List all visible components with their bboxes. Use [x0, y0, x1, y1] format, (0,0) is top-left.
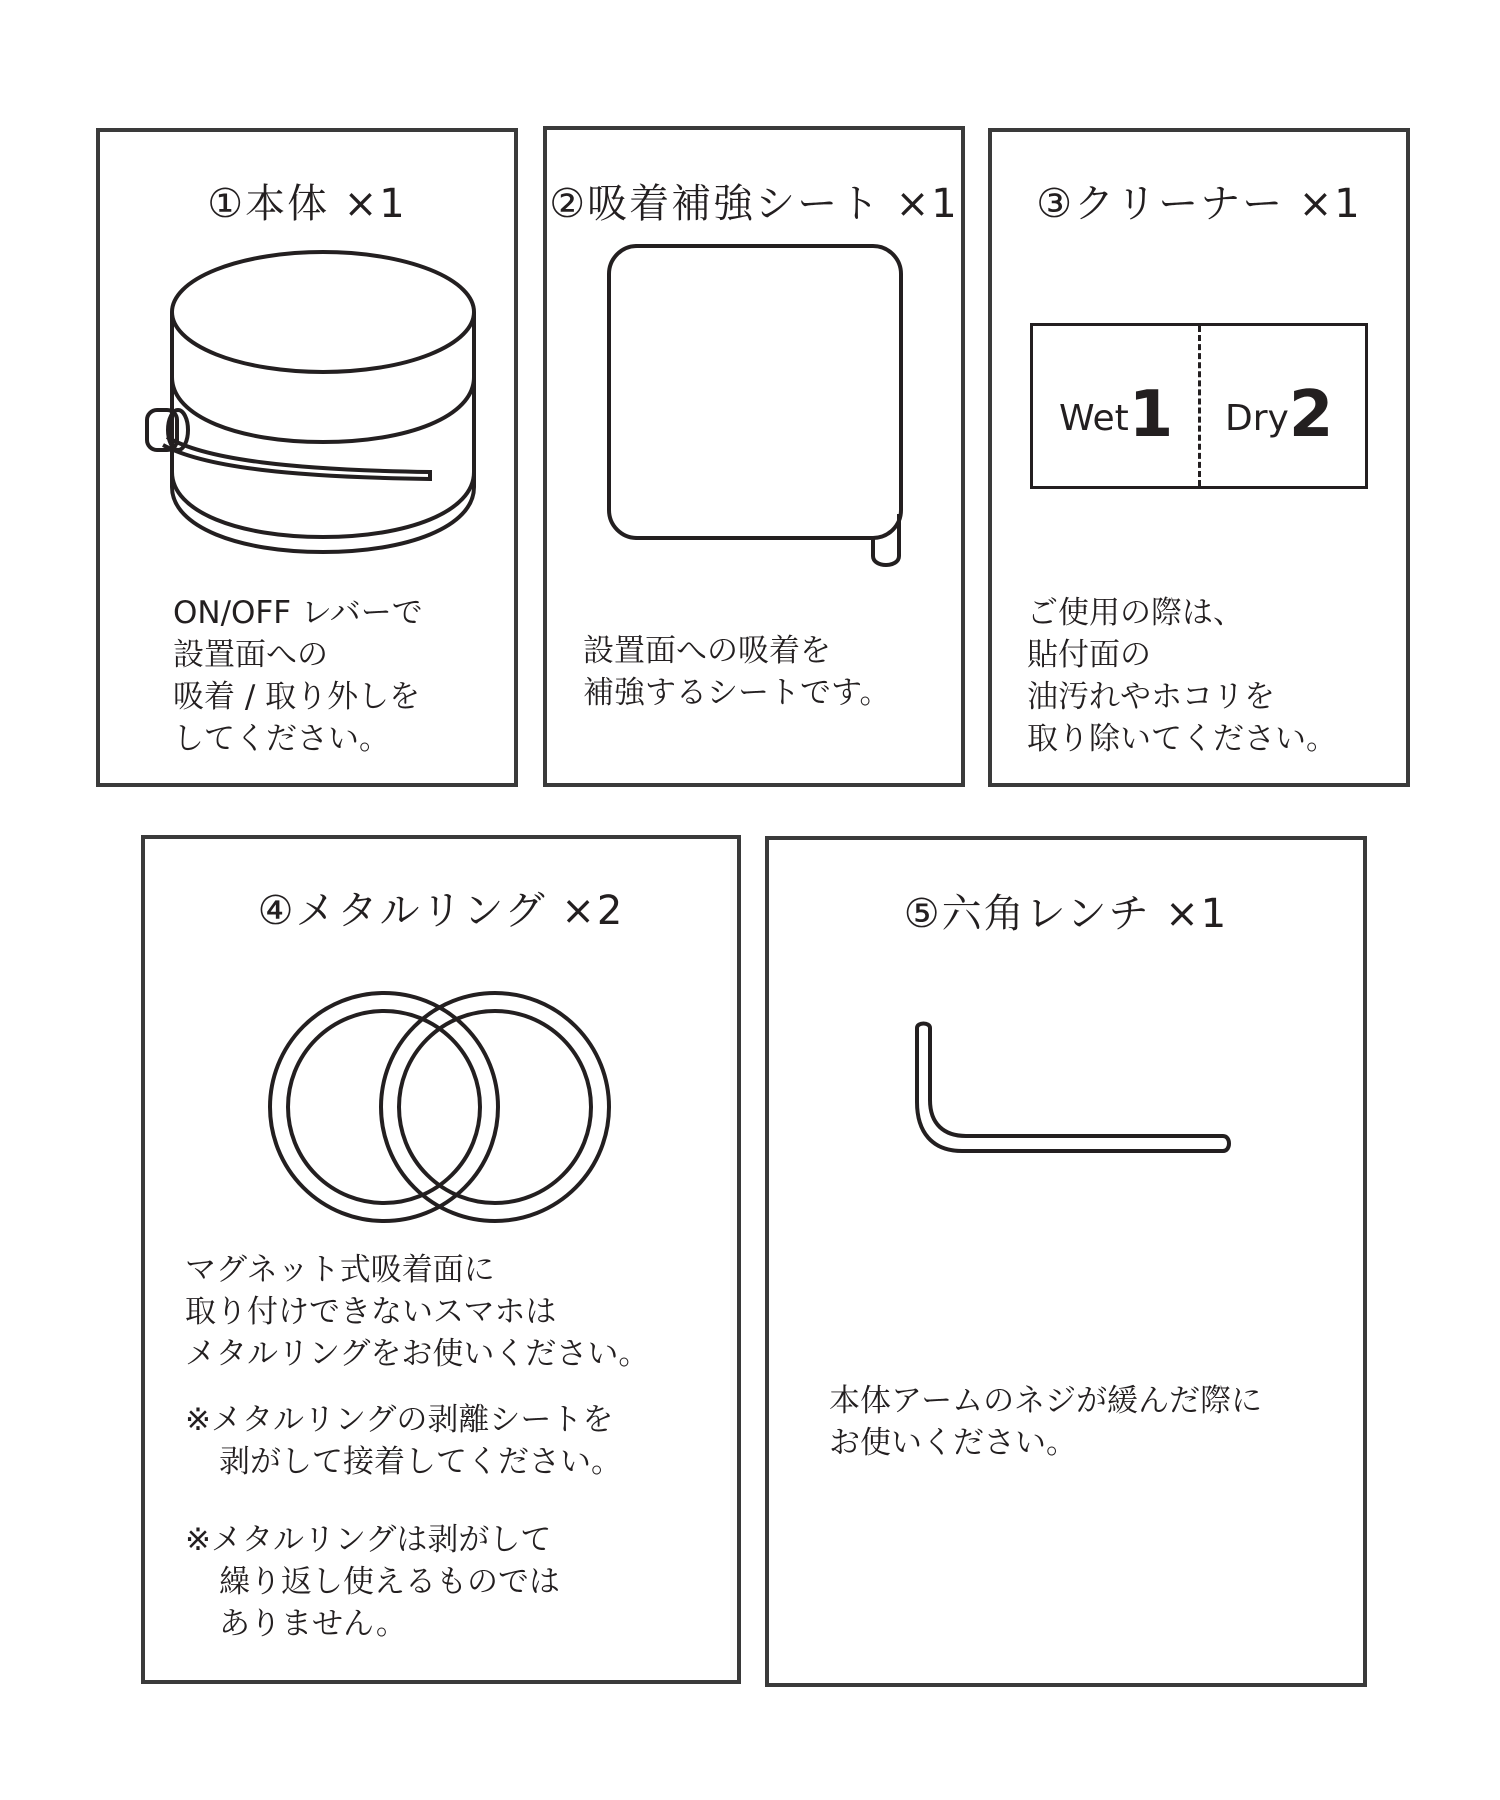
note-reuse: [185, 1519, 560, 1645]
desc-line: 補強するシートです。: [583, 675, 891, 711]
desc-line: 吸着 / 取り外しを: [173, 679, 421, 715]
note-line: ※メタルリングの剥離シートを: [185, 1402, 614, 1438]
desc-line: お使いください。: [829, 1425, 1077, 1461]
item-description: [173, 592, 423, 760]
note-line: 繰り返し使えるものでは: [219, 1564, 560, 1600]
wet-label: Wet1: [1059, 378, 1174, 452]
item-title: ③クリーナー ×1: [1036, 181, 1362, 227]
desc-line: 設置面への: [173, 637, 328, 673]
item-description: [829, 1380, 1262, 1464]
item-description: [583, 630, 891, 714]
item-title: ⑤六角レンチ ×1: [903, 891, 1229, 937]
desc-line: メタルリングをお使いください。: [185, 1336, 650, 1372]
metal-ring-icon: [270, 989, 630, 1229]
item-panel-body: [96, 128, 518, 787]
note-line: ※メタルリングは剥がして: [185, 1522, 552, 1558]
desc-line: 取り除いてください。: [1027, 721, 1337, 757]
item-title: ②吸着補強シート ×1: [549, 181, 959, 227]
desc-line: 貼付面の: [1027, 637, 1151, 673]
item-title: ④メタルリング ×2: [257, 888, 625, 934]
reinforcement-sheet-icon: [607, 244, 927, 574]
note-peel: [185, 1399, 622, 1483]
item-panel-metal-ring: [141, 835, 741, 1684]
desc-line: 油汚れやホコリを: [1027, 679, 1275, 715]
item-title: ①本体 ×1: [207, 181, 407, 227]
dry-label: Dry2: [1225, 378, 1334, 452]
desc-line: してください。: [173, 721, 390, 757]
desc-line: 設置面への吸着を: [583, 633, 831, 669]
note-line: 剥がして接着してください。: [219, 1444, 622, 1480]
cleaner-icon: [1030, 323, 1368, 489]
item-panel-cleaner: [988, 128, 1410, 787]
suction-body-icon: [145, 242, 475, 562]
desc-line: ご使用の際は、: [1027, 595, 1244, 631]
desc-line: 取り付けできないスマホは: [185, 1294, 557, 1330]
desc-line: マグネット式吸着面に: [185, 1252, 495, 1288]
note-line: ありません。: [219, 1606, 407, 1642]
hex-wrench-icon: [904, 1020, 1244, 1170]
item-panel-hex-wrench: [765, 836, 1367, 1687]
desc-line: 本体アームのネジが緩んだ際に: [829, 1383, 1263, 1419]
cleaner-divider: [1198, 326, 1201, 486]
desc-line: ON/OFF レバーで: [173, 595, 423, 631]
item-panel-sheet: [543, 126, 965, 787]
item-description: [1027, 592, 1337, 760]
item-description: [185, 1249, 649, 1375]
